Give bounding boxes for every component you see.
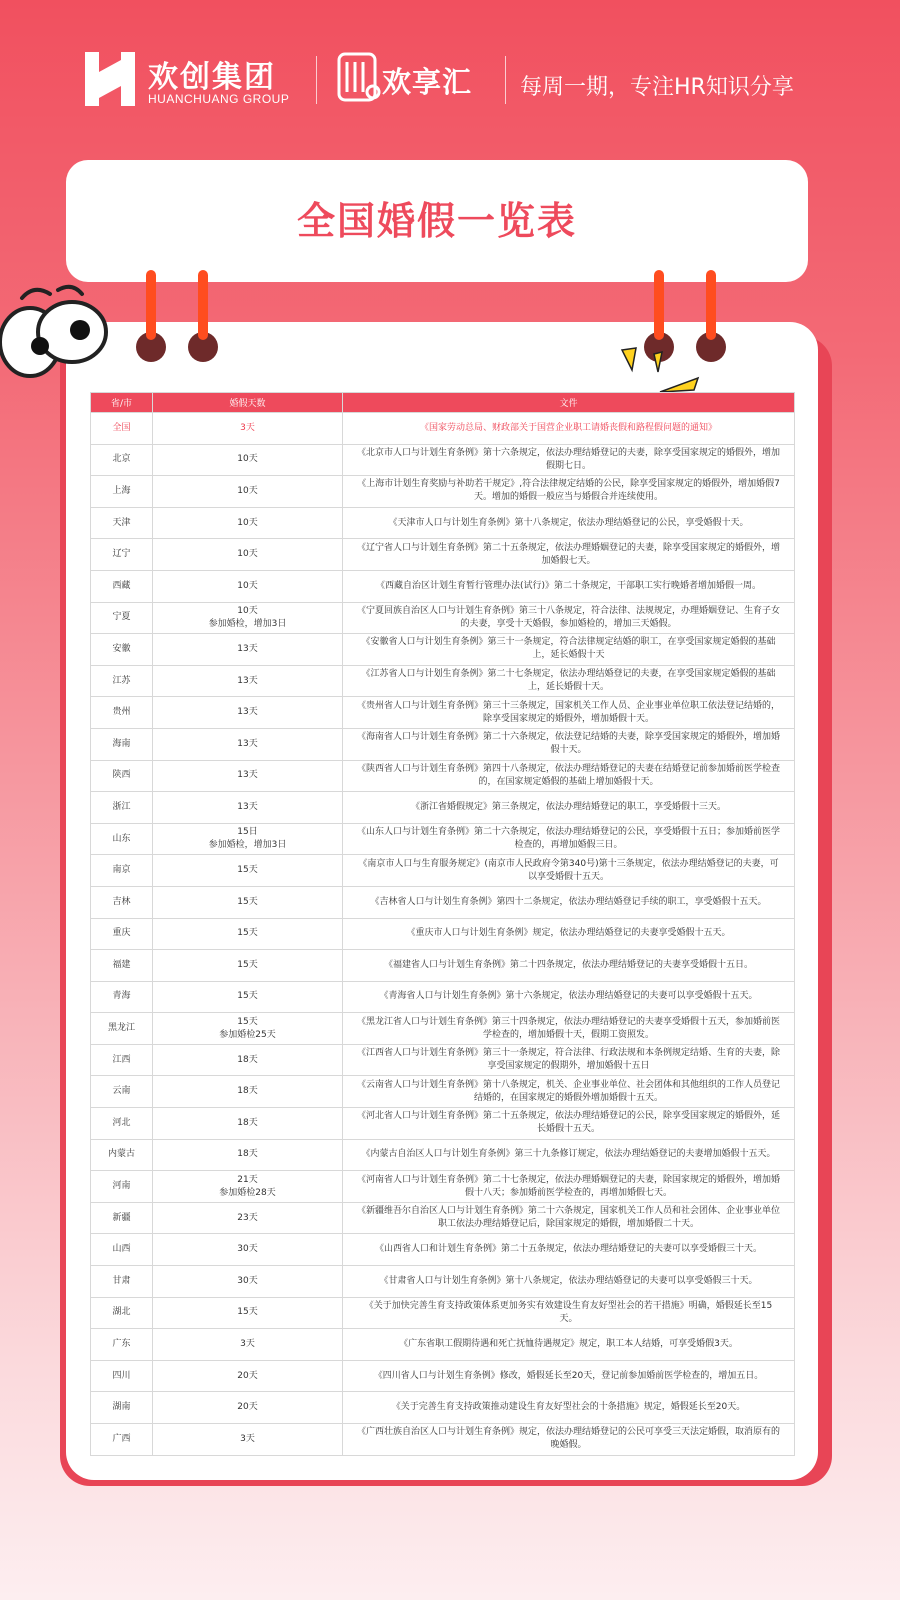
days-value: 15天 <box>237 928 258 939</box>
table-row <box>91 634 795 666</box>
days-value: 18天 <box>237 1117 258 1128</box>
days-cell <box>153 539 343 571</box>
document-cell: 《广西壮族自治区人口与计划生育条例》规定，依法办理结婚登记的公民可享受三天法定婚假，取消原有的晚婚假。 <box>343 1424 795 1456</box>
days-value: 20天 <box>237 1370 258 1381</box>
days-value: 3天 <box>240 1433 255 1444</box>
page-title: 全国婚假一览表 <box>296 199 577 243</box>
days-cell <box>153 476 343 508</box>
table-row <box>91 1329 795 1361</box>
days-cell <box>153 1044 343 1076</box>
days-cell <box>153 507 343 539</box>
table-row <box>91 1202 795 1234</box>
days-extra: 参加婚检，增加3日 <box>208 618 287 629</box>
region-cell: 福建 <box>91 950 153 982</box>
days-cell <box>153 1297 343 1329</box>
table-row <box>91 950 795 982</box>
days-cell <box>153 728 343 760</box>
days-value: 18天 <box>237 1054 258 1065</box>
region-cell: 内蒙古 <box>91 1139 153 1171</box>
sparkle-icon <box>614 340 704 400</box>
table-row <box>91 1266 795 1298</box>
days-cell <box>153 634 343 666</box>
document-cell: 《青海省人口与计划生育条例》第十六条规定，依法办理结婚登记的夫妻可以享受婚假十五天。 <box>343 981 795 1013</box>
document-cell: 《江苏省人口与计划生育条例》第二十七条规定，依法办理结婚登记的夫妻，在享受国家规定婚假的基础上，延长婚假十天。 <box>343 665 795 697</box>
table-row <box>91 1013 795 1045</box>
days-cell <box>153 413 343 445</box>
brand-name: 欢创集团 <box>148 60 276 95</box>
days-extra: 参加婚检，增加3日 <box>208 840 287 851</box>
document-cell: 《黑龙江省人口与计划生育条例》第三十四条规定，依法办理结婚登记的夫妻享受婚假十五天，参加婚前医学检查的，增加婚假十天，假期工资照发。 <box>343 1013 795 1045</box>
days-cell <box>153 760 343 792</box>
sub-brand-name: 欢享汇 <box>382 65 473 99</box>
table-row <box>91 1234 795 1266</box>
document-cell: 《河南省人口与计划生育条例》第二十七条规定，依法办理婚姻登记的夫妻，除国家规定的婚假外，增加婚假十八天；参加婚前医学检查的，再增加婚假七天。 <box>343 1171 795 1203</box>
region-cell: 江西 <box>91 1044 153 1076</box>
region-cell: 全国 <box>91 413 153 445</box>
divider <box>505 56 506 104</box>
slogan: 每周一期，专注HR知识分享 <box>520 75 794 100</box>
days-cell <box>153 1234 343 1266</box>
days-cell <box>153 1139 343 1171</box>
table-row <box>91 981 795 1013</box>
document-cell: 《西藏自治区计划生育暂行管理办法(试行)》第二十条规定，干部职工实行晚婚者增加婚假一周。 <box>343 570 795 602</box>
table-row <box>91 760 795 792</box>
days-cell <box>153 602 343 634</box>
region-cell: 青海 <box>91 981 153 1013</box>
document-cell: 《吉林省人口与计划生育条例》第四十二条规定，依法办理结婚登记手续的职工，享受婚假十五天。 <box>343 886 795 918</box>
table-header-row <box>91 393 795 413</box>
document-cell: 《福建省人口与计划生育条例》第二十四条规定，依法办理结婚登记的夫妻享受婚假十五日。 <box>343 950 795 982</box>
region-cell: 上海 <box>91 476 153 508</box>
days-value: 13天 <box>237 738 258 749</box>
column-header-region: 省/市 <box>91 393 153 413</box>
region-cell: 安徽 <box>91 634 153 666</box>
scroll-logo-icon <box>335 48 381 106</box>
document-cell: 《关于加快完善生育支持政策体系更加务实有效建设生育友好型社会的若干措施》明确，婚假延长至15天。 <box>343 1297 795 1329</box>
table-row <box>91 1360 795 1392</box>
region-cell: 湖南 <box>91 1392 153 1424</box>
days-value: 15天 <box>237 991 258 1002</box>
days-value: 30天 <box>237 1244 258 1255</box>
days-value: 10天 <box>237 605 258 616</box>
days-cell <box>153 665 343 697</box>
days-cell <box>153 1171 343 1203</box>
document-cell: 《重庆市人口与计划生育条例》规定，依法办理结婚登记的夫妻享受婚假十五天。 <box>343 918 795 950</box>
days-value: 10天 <box>237 580 258 591</box>
days-value: 13天 <box>237 643 258 654</box>
table-row <box>91 1392 795 1424</box>
days-value: 18天 <box>237 1149 258 1160</box>
days-value: 3天 <box>240 422 255 433</box>
region-cell: 北京 <box>91 444 153 476</box>
region-cell: 新疆 <box>91 1202 153 1234</box>
document-cell: 《陕西省人口与计划生育条例》第四十八条规定，依法办理结婚登记的夫妻在结婚登记前参加婚前医学检查的，在国家规定婚假的基础上增加婚假十天。 <box>343 760 795 792</box>
cartoon-eyes-icon <box>0 280 120 390</box>
region-cell: 海南 <box>91 728 153 760</box>
table-row <box>91 665 795 697</box>
document-cell: 《上海市计划生育奖励与补助若干规定》,符合法律规定结婚的公民，除享受国家规定的婚假外，增加婚假7天。增加的婚假一般应当与婚假合并连续使用。 <box>343 476 795 508</box>
region-cell: 云南 <box>91 1076 153 1108</box>
days-cell <box>153 855 343 887</box>
header <box>0 0 900 160</box>
table-row <box>91 1139 795 1171</box>
brand-name-en: HUANCHUANG GROUP <box>148 92 290 106</box>
table-row <box>91 697 795 729</box>
days-cell <box>153 950 343 982</box>
document-cell: 《广东省职工假期待遇和死亡抚恤待遇规定》规定，职工本人结婚，可享受婚假3天。 <box>343 1329 795 1361</box>
document-cell: 《河北省人口与计划生育条例》第二十五条规定，依法办理结婚登记的公民，除享受国家规定的婚假外，延长婚假十五天。 <box>343 1108 795 1140</box>
days-value: 23天 <box>237 1212 258 1223</box>
table-row <box>91 855 795 887</box>
binder-ring-icon <box>706 270 716 340</box>
days-value: 10天 <box>237 454 258 465</box>
document-cell: 《关于完善生育支持政策推动建设生育友好型社会的十条措施》规定，婚假延长至20天。 <box>343 1392 795 1424</box>
region-cell: 辽宁 <box>91 539 153 571</box>
document-cell: 《山西省人口和计划生育条例》第二十五条规定，依法办理结婚登记的夫妻可以享受婚假三十天。 <box>343 1234 795 1266</box>
region-cell: 河南 <box>91 1171 153 1203</box>
days-value: 15天 <box>237 959 258 970</box>
region-cell: 西藏 <box>91 570 153 602</box>
region-cell: 广西 <box>91 1424 153 1456</box>
table-row <box>91 918 795 950</box>
table-row <box>91 823 795 855</box>
region-cell: 山东 <box>91 823 153 855</box>
document-cell: 《辽宁省人口与计划生育条例》第二十五条规定，依法办理婚姻登记的夫妻，除享受国家规定的婚假外，增加婚假七天。 <box>343 539 795 571</box>
days-cell <box>153 886 343 918</box>
table-row <box>91 1171 795 1203</box>
days-value: 13天 <box>237 707 258 718</box>
days-value: 15日 <box>237 827 258 838</box>
days-cell <box>153 823 343 855</box>
days-cell <box>153 1108 343 1140</box>
table-row <box>91 886 795 918</box>
region-cell: 南京 <box>91 855 153 887</box>
region-cell: 四川 <box>91 1360 153 1392</box>
table-row <box>91 792 795 824</box>
region-cell: 浙江 <box>91 792 153 824</box>
region-cell: 天津 <box>91 507 153 539</box>
days-cell <box>153 1266 343 1298</box>
region-cell: 宁夏 <box>91 602 153 634</box>
days-cell <box>153 1329 343 1361</box>
table-row <box>91 476 795 508</box>
huanchuang-logo-icon <box>83 52 137 106</box>
document-cell: 《贵州省人口与计划生育条例》第三十三条规定，国家机关工作人员、企业事业单位职工依法登记结婚的，除享受国家规定的婚假外，增加婚假十天。 <box>343 697 795 729</box>
column-header-document: 文件 <box>343 393 795 413</box>
document-cell: 《山东人口与计划生育条例》第二十六条规定，依法办理结婚登记的公民，享受婚假十五日；参加婚前医学检查的，再增加婚假三日。 <box>343 823 795 855</box>
document-cell: 《北京市人口与计划生育条例》第十六条规定，依法办理结婚登记的夫妻，除享受国家规定的婚假外，增加假期七日。 <box>343 444 795 476</box>
days-value: 3天 <box>240 1339 255 1350</box>
region-cell: 江苏 <box>91 665 153 697</box>
table-row <box>91 1424 795 1456</box>
days-cell <box>153 1013 343 1045</box>
region-cell: 广东 <box>91 1329 153 1361</box>
table-row <box>91 1044 795 1076</box>
table-row <box>91 539 795 571</box>
table-row <box>91 444 795 476</box>
document-cell: 《四川省人口与计划生育条例》修改，婚假延长至20天，登记前参加婚前医学检查的，增加五日。 <box>343 1360 795 1392</box>
days-value: 10天 <box>237 517 258 528</box>
binder-ring-icon <box>654 270 664 340</box>
days-value: 20天 <box>237 1402 258 1413</box>
region-cell: 山西 <box>91 1234 153 1266</box>
table-body <box>91 413 795 1456</box>
document-cell: 《江西省人口与计划生育条例》第三十一条规定，符合法律、行政法规和本条例规定结婚、生育的夫妻，除享受国家规定的假期外，增加婚假十五日 <box>343 1044 795 1076</box>
region-cell: 重庆 <box>91 918 153 950</box>
days-value: 13天 <box>237 770 258 781</box>
document-cell: 《宁夏回族自治区人口与计划生育条例》第三十八条规定，符合法律、法规规定，办理婚姻登记、生育子女的夫妻，享受十天婚假，参加婚检的，增加三天婚假。 <box>343 602 795 634</box>
table-row <box>91 728 795 760</box>
document-cell: 《安徽省人口与计划生育条例》第三十一条规定，符合法律规定结婚的职工，在享受国家规定婚假的基础上，延长婚假十天 <box>343 634 795 666</box>
divider <box>316 56 317 104</box>
document-cell: 《天津市人口与计划生育条例》第十八条规定，依法办理结婚登记的公民，享受婚假十天。 <box>343 507 795 539</box>
column-header-days: 婚假天数 <box>153 393 343 413</box>
days-value: 21天 <box>237 1174 258 1185</box>
document-cell: 《甘肃省人口与计划生育条例》第十八条规定，依法办理结婚登记的夫妻可以享受婚假三十天。 <box>343 1266 795 1298</box>
table-row <box>91 507 795 539</box>
days-value: 15天 <box>237 865 258 876</box>
days-value: 13天 <box>237 675 258 686</box>
table-row <box>91 602 795 634</box>
days-cell <box>153 570 343 602</box>
title-card <box>66 160 808 282</box>
region-cell: 吉林 <box>91 886 153 918</box>
document-cell: 《云南省人口与计划生育条例》第十八条规定，机关、企业事业单位、社会团体和其他组织的工作人员登记结婚的，在国家规定的婚假外增加婚假十五天。 <box>343 1076 795 1108</box>
days-cell <box>153 444 343 476</box>
table-row <box>91 570 795 602</box>
days-value: 15天 <box>237 1307 258 1318</box>
document-cell: 《海南省人口与计划生育条例》第二十六条规定，依法登记结婚的夫妻，除享受国家规定的婚假外，增加婚假十天。 <box>343 728 795 760</box>
days-cell <box>153 981 343 1013</box>
days-cell <box>153 697 343 729</box>
table-row <box>91 413 795 445</box>
binder-ring-icon <box>198 270 208 340</box>
days-value: 30天 <box>237 1275 258 1286</box>
days-cell <box>153 918 343 950</box>
region-cell: 陕西 <box>91 760 153 792</box>
days-value: 15天 <box>237 1016 258 1027</box>
document-cell: 《国家劳动总局、财政部关于国营企业职工请婚丧假和路程假问题的通知》 <box>343 413 795 445</box>
days-cell <box>153 1076 343 1108</box>
document-cell: 《南京市人口与生育服务规定》(南京市人民政府令第340号)第十三条规定，依法办理结婚登记的夫妻，可以享受婚假十五天。 <box>343 855 795 887</box>
table-row <box>91 1076 795 1108</box>
region-cell: 河北 <box>91 1108 153 1140</box>
region-cell: 湖北 <box>91 1297 153 1329</box>
document-cell: 《浙江省婚假规定》第三条规定，依法办理结婚登记的职工，享受婚假十三天。 <box>343 792 795 824</box>
days-cell <box>153 1424 343 1456</box>
days-cell <box>153 1360 343 1392</box>
binder-ring-icon <box>146 270 156 340</box>
days-extra: 参加婚检25天 <box>219 1029 276 1040</box>
days-cell <box>153 1392 343 1424</box>
marriage-leave-table <box>90 392 795 1456</box>
region-cell: 黑龙江 <box>91 1013 153 1045</box>
region-cell: 贵州 <box>91 697 153 729</box>
days-cell <box>153 1202 343 1234</box>
days-value: 15天 <box>237 896 258 907</box>
days-cell <box>153 792 343 824</box>
table-row <box>91 1108 795 1140</box>
days-extra: 参加婚检28天 <box>219 1187 276 1198</box>
days-value: 18天 <box>237 1086 258 1097</box>
document-cell: 《新疆维吾尔自治区人口与计划生育条例》第二十六条规定，国家机关工作人员和社会团体、企业事业单位职工依法办理结婚登记后，除国家规定的婚假，增加婚假二十天。 <box>343 1202 795 1234</box>
region-cell: 甘肃 <box>91 1266 153 1298</box>
days-value: 10天 <box>237 549 258 560</box>
days-value: 13天 <box>237 801 258 812</box>
table-row <box>91 1297 795 1329</box>
days-value: 10天 <box>237 485 258 496</box>
document-cell: 《内蒙古自治区人口与计划生育条例》第三十九条修订规定，依法办理结婚登记的夫妻增加婚假十五天。 <box>343 1139 795 1171</box>
